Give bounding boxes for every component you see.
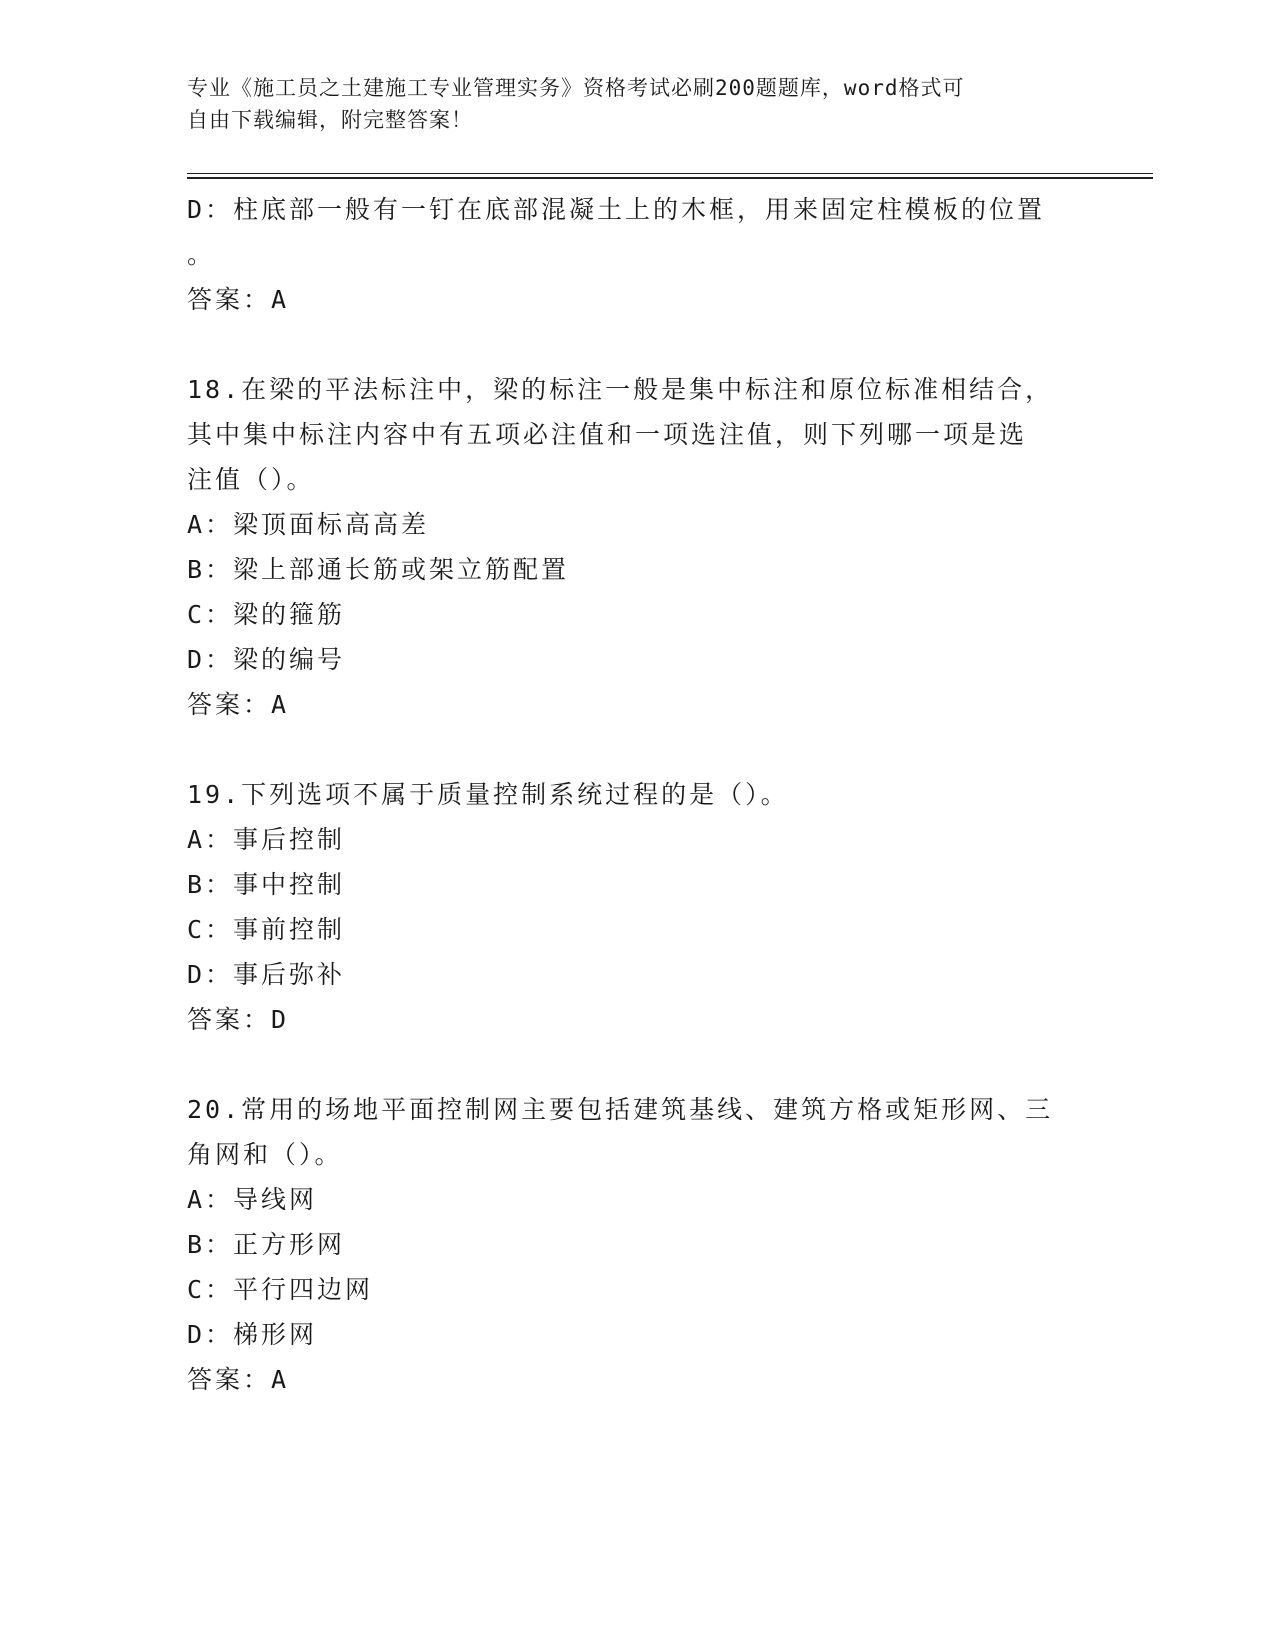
option-d: D：事后弥补	[187, 960, 346, 989]
question-18	[187, 367, 1087, 727]
option-c: C：梁的箍筋	[187, 600, 346, 629]
option-d: D：柱底部一般有一钉在底部混凝土上的木框，用来固定柱模板的位置	[187, 195, 1046, 224]
header-divider-top	[187, 173, 1153, 174]
question-19	[187, 772, 1087, 1042]
question-20	[187, 1087, 1087, 1402]
option-a: A：事后控制	[187, 825, 346, 854]
question-stem-line: 其中集中标注内容中有五项必注值和一项选注值，则下列哪一项是选	[187, 420, 1028, 449]
option-c: C：事前控制	[187, 915, 346, 944]
answer-line: 答案：D	[187, 1005, 290, 1034]
document-header	[187, 72, 1067, 136]
header-divider-bottom	[187, 177, 1153, 179]
header-title-line-1: 专业《施工员之土建施工专业管理实务》资格考试必刷200题题库，word格式可	[187, 76, 965, 100]
answer-line: 答案：A	[187, 285, 290, 314]
header-title-line-2: 自由下载编辑，附完整答案！	[187, 108, 473, 132]
option-a: A：梁顶面标高高差	[187, 510, 430, 539]
question-stem-line: 18.在梁的平法标注中，梁的标注一般是集中标注和原位标准相结合，	[187, 375, 1054, 404]
option-a: A：导线网	[187, 1185, 318, 1214]
question-stem-line: 角网和（）。	[187, 1140, 343, 1169]
option-d-continuation: 。	[187, 240, 216, 269]
option-b: B：正方形网	[187, 1230, 346, 1259]
question-stem-line: 注值（）。	[187, 465, 315, 494]
option-c: C：平行四边网	[187, 1275, 374, 1304]
question-stem-line: 20.常用的场地平面控制网主要包括建筑基线、建筑方格或矩形网、三	[187, 1095, 1054, 1124]
option-d: D：梯形网	[187, 1320, 318, 1349]
answer-line: 答案：A	[187, 690, 290, 719]
question-list	[187, 187, 1087, 1402]
carryover-block	[187, 187, 1087, 322]
option-b: B：事中控制	[187, 870, 346, 899]
question-stem-line: 19.下列选项不属于质量控制系统过程的是（）。	[187, 780, 789, 809]
option-d: D：梁的编号	[187, 645, 346, 674]
answer-line: 答案：A	[187, 1365, 290, 1394]
option-b: B：梁上部通长筋或架立筋配置	[187, 555, 570, 584]
